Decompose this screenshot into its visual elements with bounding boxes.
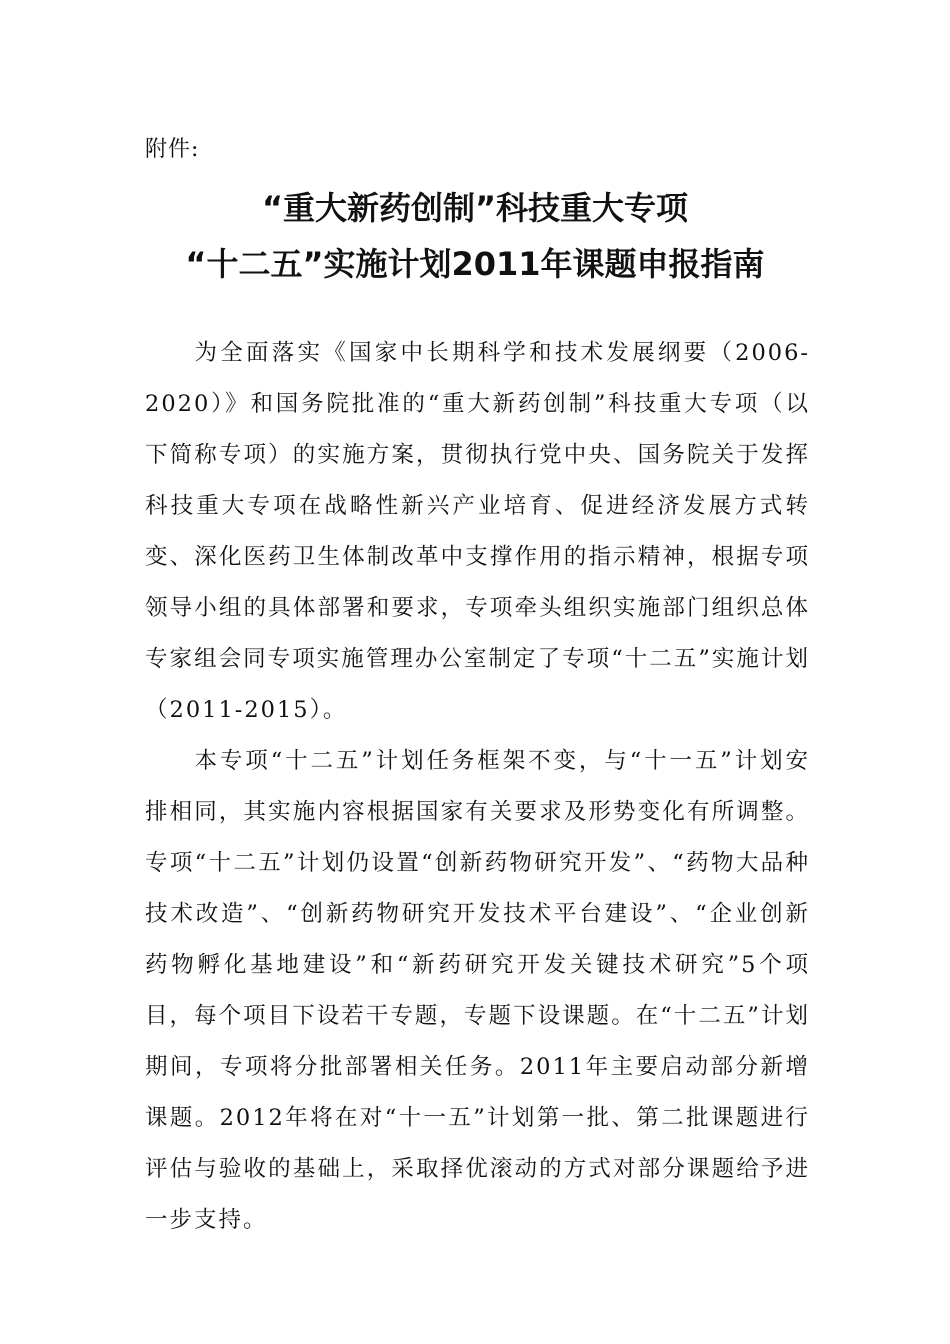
- title-line-1: “重大新药创制”科技重大专项: [261, 189, 689, 227]
- attachment-label: 附件:: [145, 137, 200, 162]
- paragraph-framework: 本专项“十二五”计划任务框架不变，与“十一五”计划安排相同，其实施内容根据国家有关要求及形势变化有所调整。专项“十二五”计划仍设置“创新药物研究开发”、“药物大品种技术改造”、“创新药物研究开发技术平台建设”、“企业创新药物孵化基地建设”和“新药研究开发关键技术研究”5个项目，每个项目下设若干专题，专题下设课题。在“十二五”计划期间，专项将分批部署相关任务。2011年主要启动部分新增课题。2012年将在对“十一五”计划第一批、第二批课题进行评估与验收的基础上，采取择优滚动的方式对部分课题给予进一步支持。: [145, 748, 810, 1233]
- paragraph-intro: 为全面落实《国家中长期科学和技术发展纲要（2006-2020）》和国务院批准的“重大新药创制”科技重大专项（以下简称专项）的实施方案，贯彻执行党中央、国务院关于发挥科技重大专项在战略性新兴产业培育、促进经济发展方式转变、深化医药卫生体制改革中支撑作用的指示精神，根据专项领导小组的具体部署和要求，专项牵头组织实施部门组织总体专家组会同专项实施管理办公室制定了专项“十二五”实施计划（2011-2015）。: [145, 340, 810, 723]
- title-line-2: “十二五”实施计划2011年课题申报指南: [185, 245, 765, 283]
- document-body: [145, 328, 810, 1246]
- document-title: [100, 180, 850, 292]
